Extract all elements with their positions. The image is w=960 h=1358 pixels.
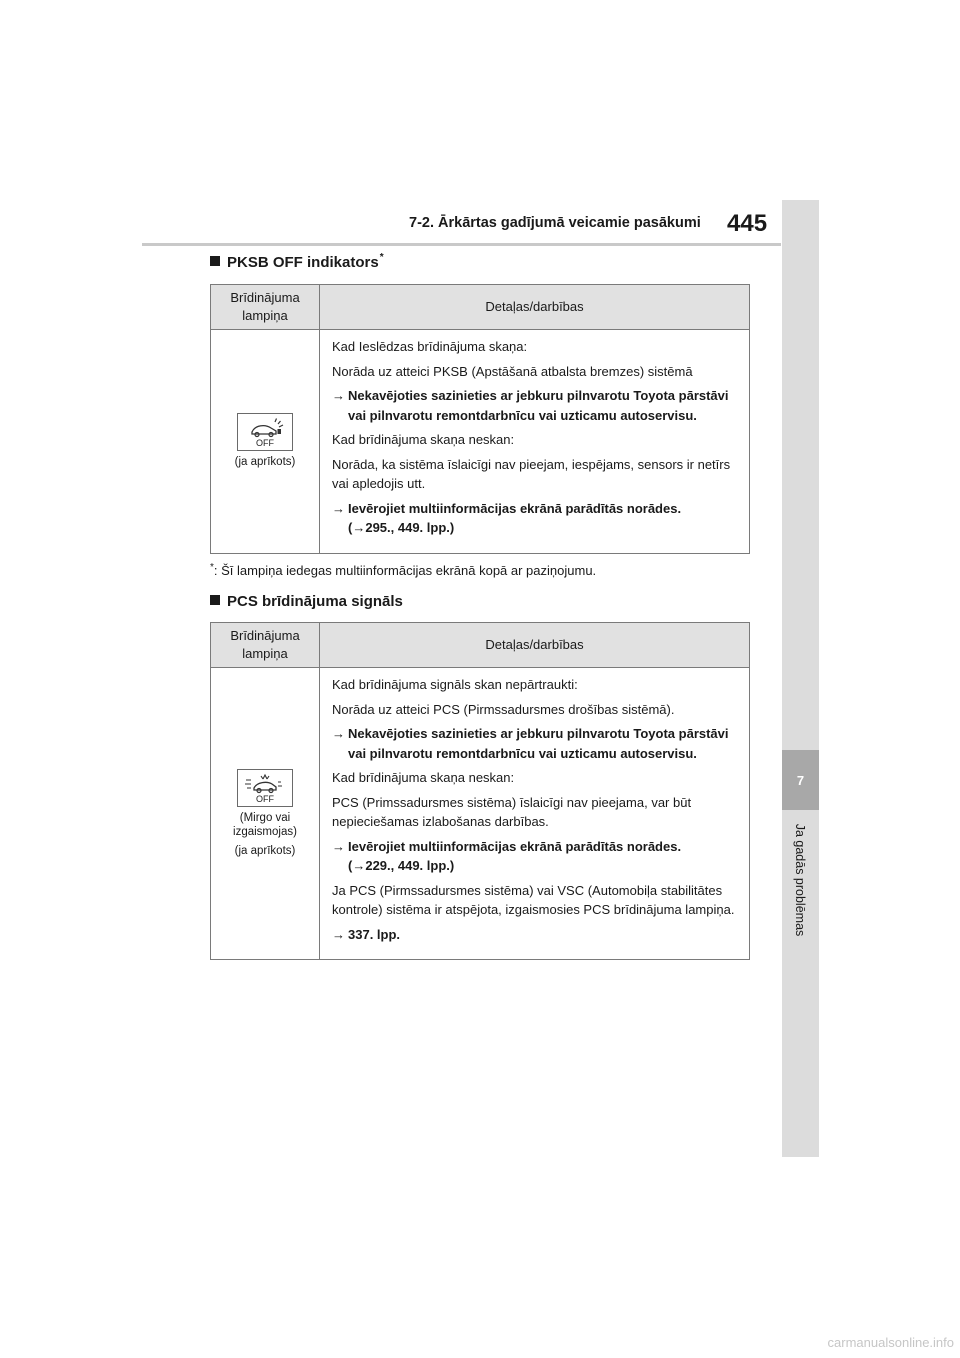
arrow-icon: →	[332, 500, 345, 516]
arrow-icon: →	[332, 926, 345, 942]
detail-line: Norāda uz atteici PKSB (Apstāšanā atbalsta bremzes) sistēmā	[332, 363, 693, 379]
ref-arrow-icon: →	[352, 858, 366, 873]
page-reference: 337. lpp.	[348, 926, 401, 942]
pksb-heading-text: PKSB OFF indikators	[227, 254, 379, 271]
footnote-star: *	[210, 562, 214, 573]
detail-line: Kad brīdinājuma skaņa neskan:	[332, 770, 515, 785]
action-text: Nekavējoties sazinieties ar jebkuru pilnvarotu Toyota pārstāvi vai pilnvarotu remontdarbnīcu vai uzticamu autoservisu.	[348, 726, 729, 761]
page-reference: 229., 449. lpp.)	[365, 858, 455, 873]
page-number: 445	[727, 210, 768, 237]
column-header-details: Detaļas/darbības	[320, 623, 750, 668]
detail-line: Norāda, ka sistēma īslaicīgi nav pieejam, iespējams, sensors ir netīrs vai apledojis utt.	[332, 456, 731, 491]
detail-line: Kad brīdinājuma skaņa neskan:	[332, 432, 515, 447]
footnote	[210, 563, 596, 578]
chapter-title-vertical: Ja gadās problēmas	[793, 823, 807, 937]
chapter-side-tab	[782, 200, 819, 1157]
action-item	[332, 386, 737, 425]
icon-off-label: OFF	[256, 794, 274, 804]
pcs-off-icon	[237, 769, 293, 807]
detail-line: Norāda uz atteici PCS (Pirmssadursmes drošības sistēmā).	[332, 701, 675, 717]
action-text	[348, 837, 737, 876]
table-header-row	[211, 285, 750, 330]
page-reference: 295., 449. lpp.)	[365, 520, 455, 535]
page-header-title: 7-2. Ārkārtas gadījumā veicamie pasākumi	[409, 215, 701, 231]
footnote-text: : Šī lampiņa iedegas multiinformācijas ekrānā kopā ar paziņojumu.	[213, 563, 597, 578]
footnote-marker: *	[379, 252, 384, 263]
lamp-cell	[211, 330, 320, 554]
pksb-warning-table	[210, 284, 750, 554]
pcs-heading-text: PCS brīdinājuma signāls	[227, 593, 403, 610]
details-cell	[320, 668, 750, 960]
table-header-row	[211, 623, 750, 668]
action-text: Nekavējoties sazinieties ar jebkuru pilnvarotu Toyota pārstāvi vai pilnvarotu remontdarbnīcu vai uzticamu autoservisu.	[348, 388, 729, 423]
pksb-section-heading	[210, 254, 384, 271]
pcs-warning-table	[210, 622, 750, 960]
lamp-cell	[211, 668, 320, 960]
detail-line: Kad Ieslēdzas brīdinājuma skaņa:	[332, 339, 528, 354]
detail-line: Ja PCS (Pirmssadursmes sistēma) vai VSC (Automobiļa stabilitātes kontrole) sistēma ir atspējota, izgaismosies PCS brīdinājuma lampiņa.	[332, 882, 735, 917]
lamp-note-blink: (Mirgo vai izgaismojas)	[233, 812, 297, 838]
arrow-icon: →	[332, 838, 345, 854]
column-header-lamp: Brīdinājuma lampiņa	[211, 623, 320, 668]
action-item	[332, 499, 737, 538]
ref-arrow-icon: →	[352, 520, 366, 535]
detail-line: PCS (Primssadursmes sistēma) īslaicīgi nav pieejama, var būt nepieciešamas izlabošanas darbības.	[332, 794, 692, 829]
bullet-square-icon	[210, 595, 220, 605]
arrow-icon: →	[332, 388, 345, 403]
table-row	[211, 668, 750, 960]
column-header-lamp: Brīdinājuma lampiņa	[211, 285, 320, 330]
column-header-details: Detaļas/darbības	[320, 285, 750, 330]
ref-open: (	[348, 858, 353, 873]
watermark: carmanualsonline.info	[827, 1335, 954, 1350]
chapter-number-tab: 7	[782, 750, 819, 810]
action-item	[332, 724, 737, 763]
table-row	[211, 330, 750, 554]
details-cell	[320, 330, 750, 554]
action-text	[348, 499, 737, 538]
pcs-section-heading	[210, 593, 403, 610]
arrow-icon: →	[332, 726, 345, 741]
action-item	[332, 925, 737, 945]
lamp-note: (ja aprīkots)	[234, 845, 296, 857]
action-main: Ievērojiet multiinformācijas ekrānā parādītās norādes.	[348, 838, 682, 854]
detail-line: Kad brīdinājuma signāls skan nepārtraukti:	[332, 677, 578, 692]
ref-open: (	[348, 520, 353, 535]
icon-off-label: OFF	[256, 438, 274, 449]
header-rule	[142, 243, 781, 246]
pksb-off-icon	[237, 413, 293, 451]
action-item	[332, 837, 737, 876]
action-main: Ievērojiet multiinformācijas ekrānā parādītās norādes.	[348, 500, 682, 516]
lamp-note: (ja aprīkots)	[234, 456, 296, 469]
bullet-square-icon	[210, 256, 220, 266]
